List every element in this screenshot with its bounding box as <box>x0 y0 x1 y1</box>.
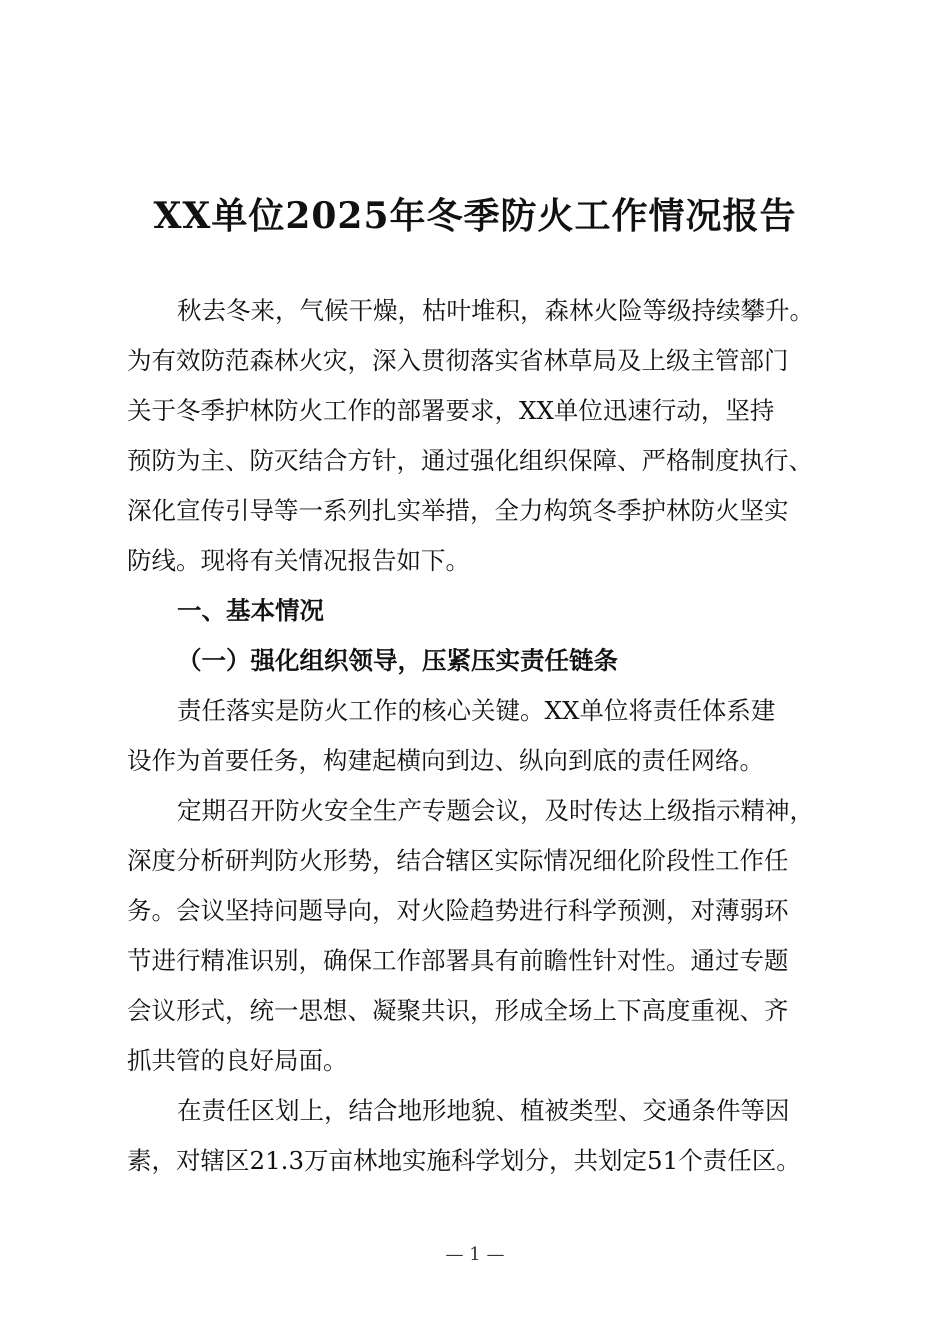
page-number: — 1 — <box>445 1244 505 1265</box>
document-body <box>127 286 849 1186</box>
text-line: 秋去冬来，气候干燥，枯叶堆积，森林火险等级持续攀升。 <box>177 296 814 325</box>
text-line: 预防为主、防灭结合方针，通过强化组织保障、严格制度执行、 <box>127 446 813 475</box>
text-line: 为有效防范森林火灾，深入贯彻落实省林草局及上级主管部门 <box>127 346 789 375</box>
text-line: 防线。现将有关情况报告如下。 <box>127 546 470 575</box>
text-line: 深化宣传引导等一系列扎实举措，全力构筑冬季护林防火坚实 <box>127 496 789 525</box>
text-line: 会议形式，统一思想、凝聚共识，形成全场上下高度重视、齐 <box>127 996 789 1025</box>
text-line: 务。会议坚持问题导向，对火险趋势进行科学预测，对薄弱环 <box>127 896 789 925</box>
text-line: 抓共管的良好局面。 <box>127 1046 348 1075</box>
text-line: 责任落实是防火工作的核心关键。XX单位将责任体系建 <box>177 696 776 725</box>
text-line: 深度分析研判防火形势，结合辖区实际情况细化阶段性工作任 <box>127 846 789 875</box>
text-line: 节进行精准识别，确保工作部署具有前瞻性针对性。通过专题 <box>127 946 789 975</box>
text-line: 设作为首要任务，构建起横向到边、纵向到底的责任网络。 <box>127 746 764 775</box>
text-line: 素，对辖区21.3万亩林地实施科学划分，共划定51个责任区。 <box>127 1146 801 1175</box>
subsection-heading: （一）强化组织领导，压紧压实责任链条 <box>177 646 618 675</box>
text-line: 在责任区划上，结合地形地貌、植被类型、交通条件等因 <box>177 1096 790 1125</box>
text-line: 定期召开防火安全生产专题会议，及时传达上级指示精神， <box>177 796 814 825</box>
document-title: XX单位2025年冬季防火工作情况报告 <box>153 195 797 237</box>
section-heading: 一、基本情况 <box>177 596 324 625</box>
text-line: 关于冬季护林防火工作的部署要求，XX单位迅速行动，坚持 <box>127 396 775 425</box>
